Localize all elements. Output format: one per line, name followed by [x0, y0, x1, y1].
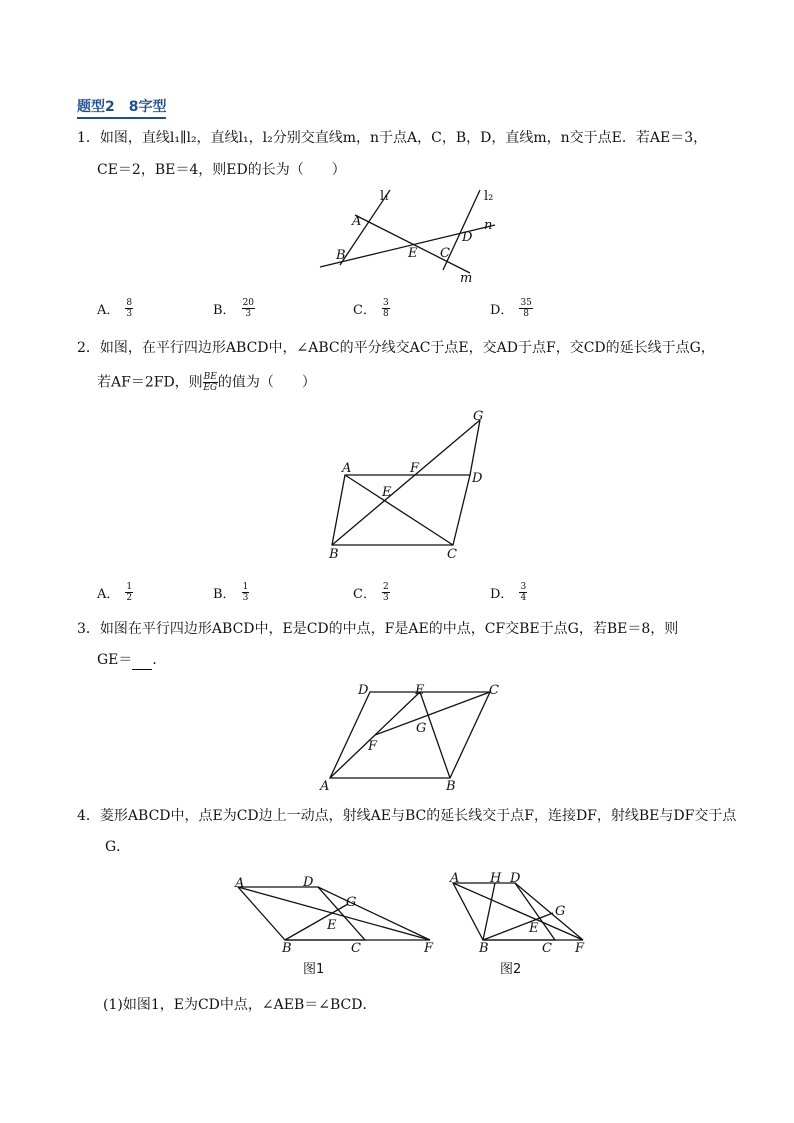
- q1-option-d[interactable]: D． $\frac{35}{8}$: [490, 298, 532, 319]
- answer-blank[interactable]: [132, 655, 152, 670]
- label-B: B: [479, 941, 489, 956]
- diagonal-ac: [345, 475, 453, 545]
- label-B: B: [336, 248, 346, 263]
- label-H: H: [490, 871, 502, 886]
- q2-line1: 2．如图，在平行四边形ABCD中，∠ABC的平分线交AC于点E，交AD于点F，交CD的延长线于点G，: [77, 340, 715, 356]
- label-G: G: [346, 895, 357, 910]
- q1-option-a[interactable]: A． $\frac{8}{3}$: [97, 298, 133, 319]
- parallelogram-abcd: [330, 692, 490, 778]
- q4-line1: 4．菱形ABCD中，点E为CD边上一动点，射线AE与BC的延长线交于点F，连接DF，射线BE与DF交于点: [77, 808, 737, 824]
- q4-fig1-caption: 图1: [303, 962, 325, 977]
- q2-option-d[interactable]: D． $\frac{3}{4}$: [490, 582, 527, 603]
- label-D: D: [472, 471, 483, 486]
- label-A: A: [352, 214, 362, 229]
- segment-bg: [483, 913, 553, 940]
- label-C: C: [351, 941, 361, 956]
- label-D: D: [510, 871, 521, 886]
- label-l2: l₂: [484, 189, 494, 204]
- segment-bg: [285, 904, 348, 940]
- q2-option-a[interactable]: A． $\frac{1}{2}$: [97, 582, 133, 603]
- label-B: B: [446, 779, 456, 794]
- q2-option-b[interactable]: B． $\frac{1}{3}$: [213, 582, 249, 603]
- label-A: A: [450, 871, 460, 886]
- label-A: A: [235, 876, 245, 891]
- q4-line2: G．: [105, 839, 131, 855]
- label-B: B: [329, 547, 339, 562]
- label-C: C: [440, 246, 450, 261]
- q2-figure: [320, 405, 500, 565]
- label-E: E: [529, 921, 539, 936]
- q1-figure: [310, 185, 510, 290]
- parallelogram-abcd: [332, 475, 470, 545]
- q2-line2: 若AF＝2FD，则 $\frac{BE}{EG}$ 的值为（ ）: [97, 372, 316, 393]
- label-D: D: [462, 230, 473, 245]
- label-F: F: [368, 739, 378, 754]
- section-title: 题型2 8字型: [77, 96, 166, 119]
- extension-dg: [470, 420, 480, 475]
- q2-option-c[interactable]: C． $\frac{2}{3}$: [353, 582, 389, 603]
- q4-fig2-caption: 图2: [500, 962, 522, 977]
- label-D: D: [358, 683, 369, 698]
- label-F: F: [575, 941, 585, 956]
- label-G: G: [473, 409, 484, 424]
- label-B: B: [282, 941, 292, 956]
- q3-figure: [315, 680, 505, 795]
- label-D: D: [303, 875, 314, 890]
- line-m: [355, 215, 470, 273]
- label-C: C: [542, 941, 552, 956]
- label-A: A: [320, 779, 330, 794]
- q1-line2: CE＝2，BE＝4，则ED的长为（ ）: [97, 162, 346, 178]
- label-G: G: [416, 721, 427, 736]
- q4-figure1: [230, 872, 440, 957]
- label-C: C: [489, 683, 499, 698]
- label-l1: l₁: [380, 189, 390, 204]
- label-G: G: [555, 904, 566, 919]
- q4-figure2: [445, 868, 595, 958]
- label-E: E: [327, 918, 337, 933]
- q1-option-b[interactable]: B． $\frac{20}{3}$: [213, 298, 255, 319]
- label-E: E: [415, 683, 425, 698]
- q1-option-c[interactable]: C． $\frac{3}{8}$: [353, 298, 389, 319]
- label-E: E: [408, 246, 418, 261]
- q4-sub1: (1)如图1，E为CD中点，∠AEB＝∠BCD．: [103, 997, 377, 1013]
- label-C: C: [447, 547, 457, 562]
- label-E: E: [382, 485, 392, 500]
- label-m: m: [460, 271, 473, 286]
- label-n: n: [484, 218, 493, 233]
- label-F: F: [410, 461, 420, 476]
- label-F: F: [424, 941, 434, 956]
- q1-line1: 1．如图，直线l₁∥l₂，直线l₁，l₂分别交直线m，n于点A，C，B，D，直线m，n交于点E．若AE＝3，: [77, 130, 708, 146]
- segment-bh: [483, 883, 495, 940]
- q3-line1: 3．如图在平行四边形ABCD中，E是CD的中点，F是AE的中点，CF交BE于点G，若BE＝8，则: [77, 621, 679, 637]
- label-A: A: [342, 461, 352, 476]
- q3-line2: GE＝ ．: [97, 652, 167, 668]
